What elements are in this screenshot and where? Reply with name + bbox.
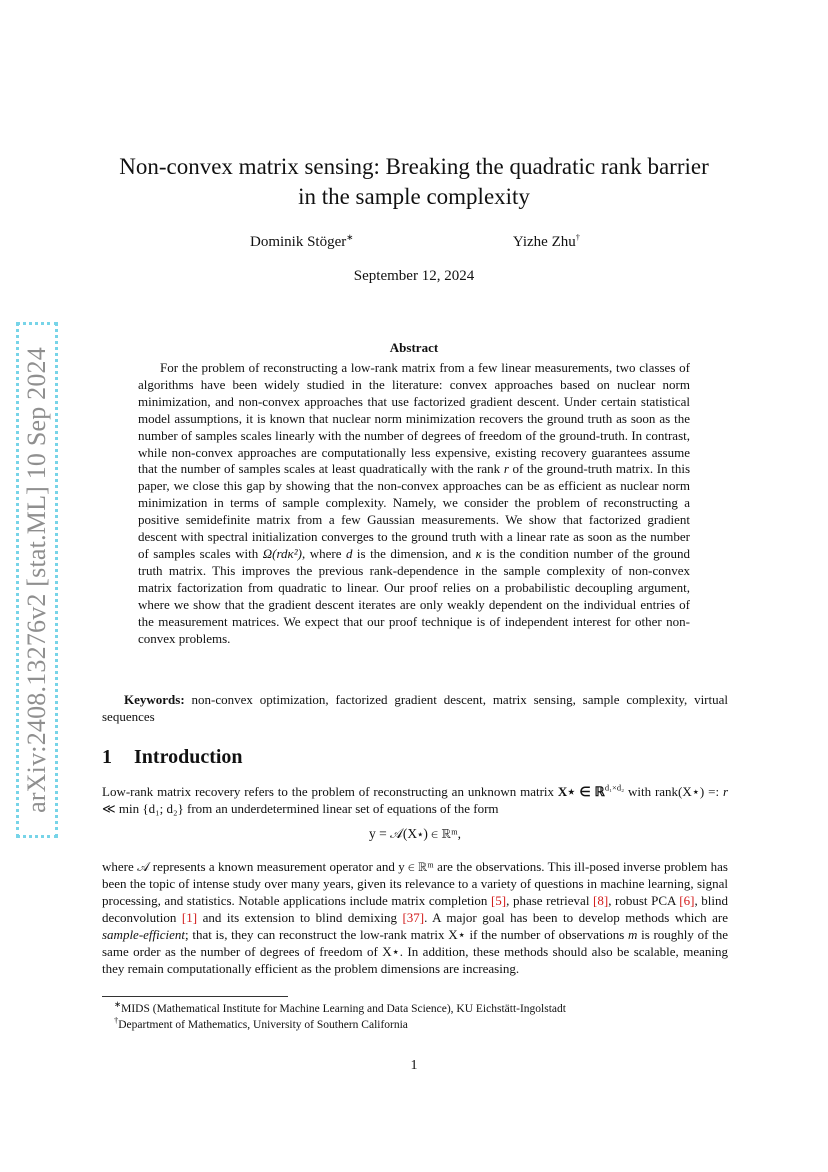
math-r: r: [503, 461, 509, 477]
abstract-text: For the problem of reconstructing a low-rank matrix from a few linear measurements, two classes of algorithms have been widely studied in the literature: convex approaches based on nuclear norm minimization, and non-convex approaches that use factorized gradient descent. Under certain statistical model assumptions, it is known that nuclear norm minimization recovers the ground truth as soon as the number of samples scales linearly with the number of degrees of freedom of the ground-truth. In contrast, while non-convex approaches are computationally less expensive, existing recovery guarantees assume that the number of samples scales at least quadratically with the rank r of the ground-truth matrix. In this paper, we close this gap by showing that the non-convex approaches can be as efficient as nuclear norm minimization in terms of sample complexity. Namely, we consider the problem of reconstructing a positive semidefinite matrix from a few Gaussian measurements. We show that factorized gradient descent with spectral initialization converges to the ground truth with a linear rate as soon as the number of samples scales with Ω(rdκ²), where d is the dimension, and κ is the condition number of the ground truth matrix. This improves the previous rank-dependence in the sample complexity of non-convex matrix factorization from quadratic to linear. Our proof relies on a probabilistic decoupling argument, where we show that the gradient descent iterates are only weakly dependent on the individual entries of the measurement matrices. We expect that our proof technique is of independent interest for other non-convex problems.: [138, 360, 690, 646]
footnote-2: †Department of Mathematics, University of Southern California: [114, 1015, 408, 1031]
paper-date: September 12, 2024: [353, 268, 475, 284]
math-r-intro: r: [722, 784, 728, 799]
section-number: 1: [102, 746, 112, 768]
citation-1[interactable]: [1]: [181, 910, 198, 925]
abstract-heading: Abstract: [389, 340, 439, 355]
keywords-label: Keywords:: [124, 692, 185, 707]
intro-paragraph-1: Low-rank matrix recovery refers to the problem of reconstructing an unknown matrix X⋆ ∈ ℝ$^{d_1\times d_2}$ with rank(X⋆) =: r ≪ min {d₁; d₂} from an underdetermined linear set of equations of the form: [102, 782, 728, 816]
author-1-footnote-mark[interactable]: ∗: [346, 232, 354, 242]
author-1: Dominik Stöger∗: [250, 232, 354, 250]
citation-8[interactable]: [8]: [593, 893, 609, 908]
math-x-star: X⋆ ∈ ℝ: [557, 784, 605, 799]
arxiv-stamp: [16, 322, 58, 838]
intro-paragraph-2: where 𝒜 represents a known measurement operator and y ∈ ℝᵐ are the observations. This ill-posed inverse problem has been the topic of intense study over many years, given its relevance to a variety of questions in machine learning, signal processing, and statistics. Notable applications include matrix completion [5], phase retrieval [8], robust PCA [6], blind deconvolution [1] and its extension to blind demixing [37]. A major goal has been to develop methods which are sample-efficient; that is, they can reconstruct the low-rank matrix X⋆ if the number of observations m is roughly of the same order as the number of degrees of freedom of X⋆. In addition, these methods should also be scalable, meaning they remain computationally efficient as the problem dimensions are increasing.: [102, 859, 728, 976]
emphasis-sample-efficient: sample-efficient: [102, 927, 186, 942]
keywords: [102, 691, 728, 725]
citation-37[interactable]: [37]: [402, 910, 425, 925]
footnote-rule: [102, 996, 288, 997]
author-2-footnote-mark[interactable]: †: [575, 232, 580, 242]
section-title: Introduction: [134, 746, 243, 768]
arxiv-identifier: arXiv:2408.13276v2 [stat.ML] 10 Sep 2024: [22, 347, 51, 813]
page-number: 1: [410, 1058, 418, 1073]
author-list: [250, 234, 580, 251]
citation-6[interactable]: [6]: [679, 893, 695, 908]
math-d: d: [345, 545, 353, 561]
keywords-list: non-convex optimization, factorized gradient descent, matrix sensing, sample complexity, virtual sequences: [102, 692, 728, 724]
math-omega: Ω(rdκ²): [262, 545, 303, 561]
title-line-2: in the sample complexity: [298, 184, 530, 209]
title-line-1: Non-convex matrix sensing: Breaking the quadratic rank barrier: [119, 154, 709, 179]
math-kappa: κ: [475, 545, 482, 561]
display-equation: y = 𝒜(X⋆) ∈ ℝᵐ,: [368, 826, 462, 841]
math-m: m: [628, 927, 638, 942]
citation-5[interactable]: [5]: [490, 893, 507, 908]
paper-title: [80, 152, 748, 212]
section-heading-introduction: [102, 746, 502, 769]
author-2: Yizhe Zhu†: [512, 232, 580, 250]
footnotes: [114, 1001, 728, 1033]
footnote-1: ∗MIDS (Mathematical Institute for Machine Learning and Data Science), KU Eichstätt-Ingolstadt: [114, 999, 566, 1015]
